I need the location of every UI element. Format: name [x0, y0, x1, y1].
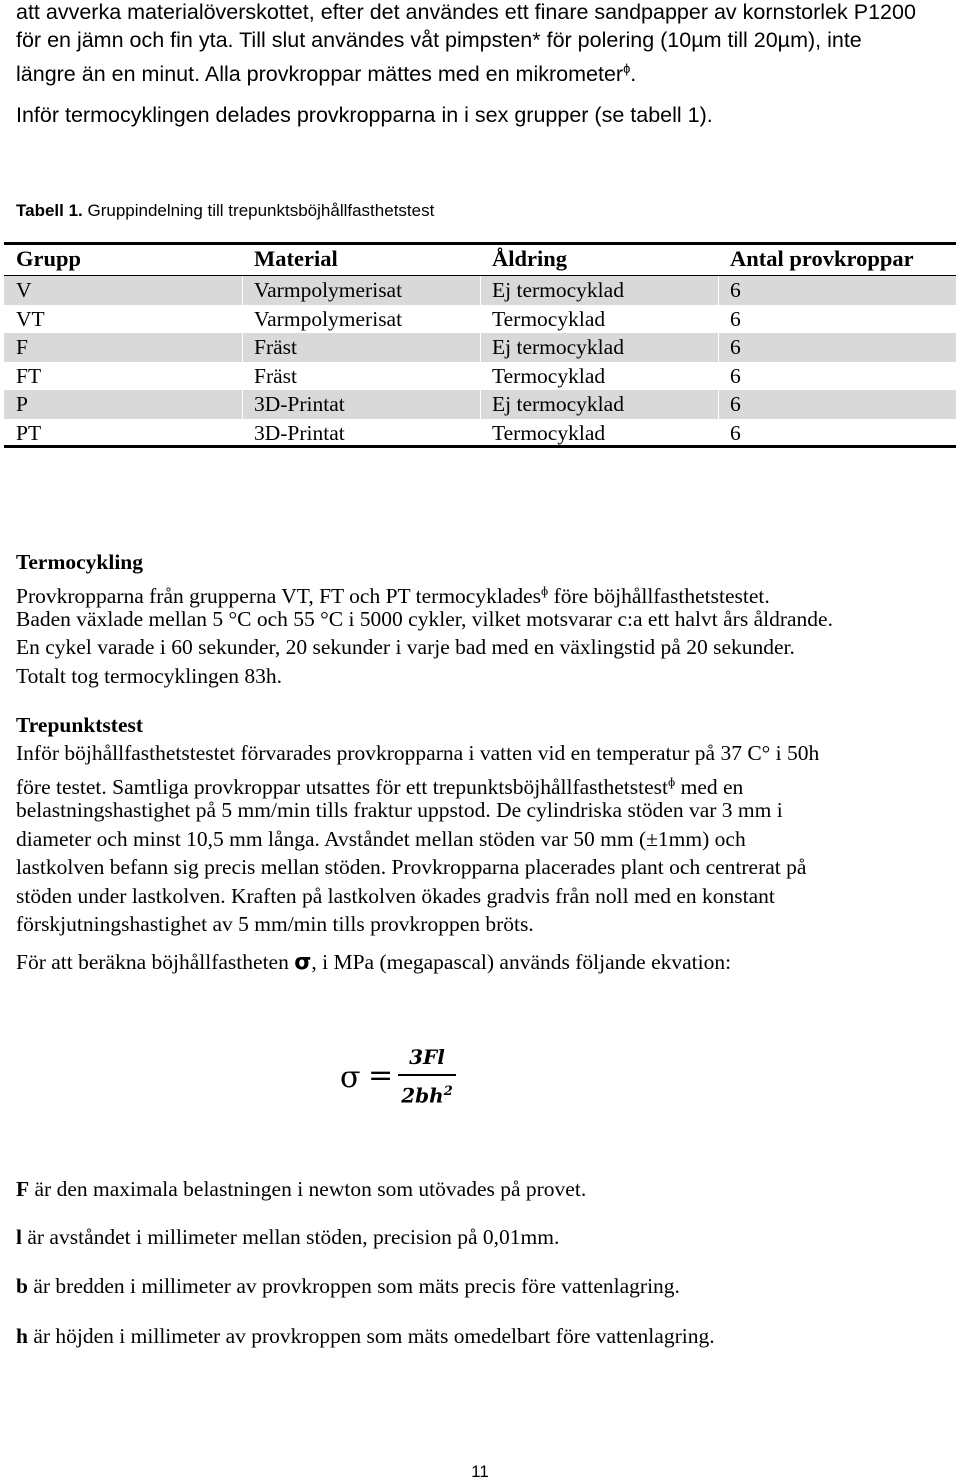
trepunktstest-line-5: lastkolven befann sig precis mellan stöden. Provkropparna placerades plant och centrerat på: [16, 855, 807, 879]
formula-intro: [16, 948, 731, 977]
column-separator: [480, 276, 481, 446]
cell-grupp: F: [16, 335, 28, 359]
cell-antal: 6: [730, 306, 741, 331]
header-aldring: Åldring: [492, 246, 568, 271]
intro-line-3: längre än en minut. Alla provkroppar mättes med en mikrometer$^ɸ$.: [16, 61, 637, 87]
definition-symbol: F: [16, 1177, 30, 1201]
cell-aldring: Termocyklad: [492, 306, 606, 331]
cell-aldring: Termocyklad: [492, 420, 606, 445]
phi-marker-icon: ɸ: [541, 583, 549, 598]
cell-material: Fräst: [254, 363, 297, 388]
trepunktstest-line-6: stöden under lastkolven. Kraften på lastkolven ökades gradvis från noll med en konstant: [16, 884, 775, 908]
table-caption-label: Tabell 1.: [16, 201, 83, 220]
termocykling-line-1-a: Provkropparna från grupperna VT, FT och PT termocyklades: [16, 584, 542, 609]
header-antal: Antal provkroppar: [730, 246, 914, 271]
intro-line-1: att avverka materialöverskottet, efter det användes ett finare sandpapper av kornstorlek P1200: [16, 0, 916, 24]
formula-numerator: 3Fl: [409, 1045, 445, 1069]
definition-l: [16, 1223, 559, 1251]
trepunktstest-line-2-a: före testet. Samtliga provkroppar utsattes för ett trepunktsböjhållfasthetstest: [16, 775, 669, 800]
phi-marker-icon: ɸ: [623, 61, 631, 76]
cell-antal: 6: [730, 420, 741, 445]
definition-text: är höjden i millimeter av provkroppen som mäts omedelbart före vattenlagring.: [27, 1324, 715, 1348]
cell-aldring: Ej termocyklad: [492, 278, 624, 302]
cell-antal: 6: [730, 278, 741, 302]
table-bottom-rule: [4, 445, 956, 448]
trepunktstest-heading: Trepunktstest: [16, 713, 144, 737]
formula-equals: =: [368, 1058, 394, 1093]
definition-symbol: b: [16, 1274, 28, 1298]
formula-intro-sigma: σ: [294, 950, 312, 975]
definition-h: [16, 1322, 715, 1350]
cell-material: Fräst: [254, 335, 297, 359]
table-header-row: [4, 245, 956, 274]
column-separator: [718, 276, 719, 446]
formula-sigma: σ: [340, 1060, 361, 1095]
trepunktstest-line-3: belastningshastighet på 5 mm/min tills fraktur uppstod. De cylindriska stöden var 3 mm i: [16, 798, 783, 822]
cell-material: 3D-Printat: [254, 392, 345, 416]
trepunktstest-line-1: Inför böjhållfasthetstestet förvarades provkropparna i vatten vid en temperatur på 37 C° i 50h: [16, 741, 820, 765]
header-material: Material: [254, 246, 338, 271]
column-separator: [242, 276, 243, 446]
termocykling-line-1-b: före böjhållfasthetstestet.: [548, 584, 770, 609]
definition-F: [16, 1175, 586, 1203]
table-caption: [16, 197, 434, 225]
cell-material: 3D-Printat: [254, 420, 345, 445]
phi-marker-icon: ɸ: [668, 774, 676, 789]
cell-aldring: Termocyklad: [492, 363, 606, 388]
trepunktstest-line-2-b: med en: [675, 775, 744, 800]
cell-material: Varmpolymerisat: [254, 306, 403, 331]
intro-line-2: för en jämn och fin yta. Till slut användes våt pimpsten* för polering (10µm till 20µm), inte: [16, 28, 862, 52]
cell-grupp: FT: [16, 363, 42, 388]
definition-b: [16, 1272, 680, 1300]
formula-denominator-base: 2bh: [401, 1083, 444, 1108]
cell-grupp: V: [16, 278, 32, 302]
cell-antal: 6: [730, 392, 741, 416]
intro-line-4: Inför termocyklingen delades provkropparna in i sex grupper (se tabell 1).: [16, 103, 713, 127]
termocykling-line-4: Totalt tog termocyklingen 83h.: [16, 664, 282, 688]
termocykling-heading: Termocykling: [16, 550, 144, 574]
termocykling-line-3: En cykel varade i 60 sekunder, 20 sekunder i varje bad med en växlingstid på 20 sekunder.: [16, 635, 795, 659]
cell-antal: 6: [730, 363, 741, 388]
formula-denominator: [398, 1078, 456, 1110]
formula-exponent: 2: [443, 1084, 453, 1099]
formula-intro-a: För att beräkna böjhållfastheten: [16, 950, 295, 974]
cell-aldring: Ej termocyklad: [492, 335, 624, 359]
page-number: 11: [471, 1462, 489, 1481]
cell-grupp: P: [16, 392, 28, 416]
formula-fraction: [398, 1042, 456, 1110]
definition-text: är avståndet i millimeter mellan stöden, precision på 0,01mm.: [21, 1225, 560, 1249]
formula-intro-b: , i MPa (megapascal) används följande ekvation:: [311, 950, 732, 974]
fraction-bar: [398, 1074, 456, 1076]
termocykling-line-2: Baden växlade mellan 5 °C och 55 °C i 5000 cykler, vilket motsvarar c:a ett halvt års åldrande.: [16, 607, 833, 631]
table-caption-text: Gruppindelning till trepunktsböjhållfasthetstest: [87, 201, 435, 220]
header-grupp: Grupp: [16, 246, 82, 271]
cell-grupp: PT: [16, 420, 42, 445]
definition-symbol: l: [16, 1225, 22, 1249]
definition-text: är den maximala belastningen i newton som utövades på provet.: [29, 1177, 587, 1201]
trepunktstest-line-4: diameter och minst 10,5 mm långa. Avståndet mellan stöden var 50 mm (±1mm) och: [16, 827, 746, 851]
definition-symbol: h: [16, 1324, 28, 1348]
cell-grupp: VT: [16, 306, 45, 331]
definition-text: är bredden i millimeter av provkroppen som mäts precis före vattenlagring.: [27, 1274, 680, 1298]
trepunktstest-line-7: förskjutningshastighet av 5 mm/min tills provkroppen bröts.: [16, 912, 534, 936]
cell-material: Varmpolymerisat: [254, 278, 403, 302]
cell-aldring: Ej termocyklad: [492, 392, 624, 416]
cell-antal: 6: [730, 335, 741, 359]
intro-line-3-text: längre än en minut. Alla provkroppar mättes med en mikrometer: [16, 62, 624, 87]
